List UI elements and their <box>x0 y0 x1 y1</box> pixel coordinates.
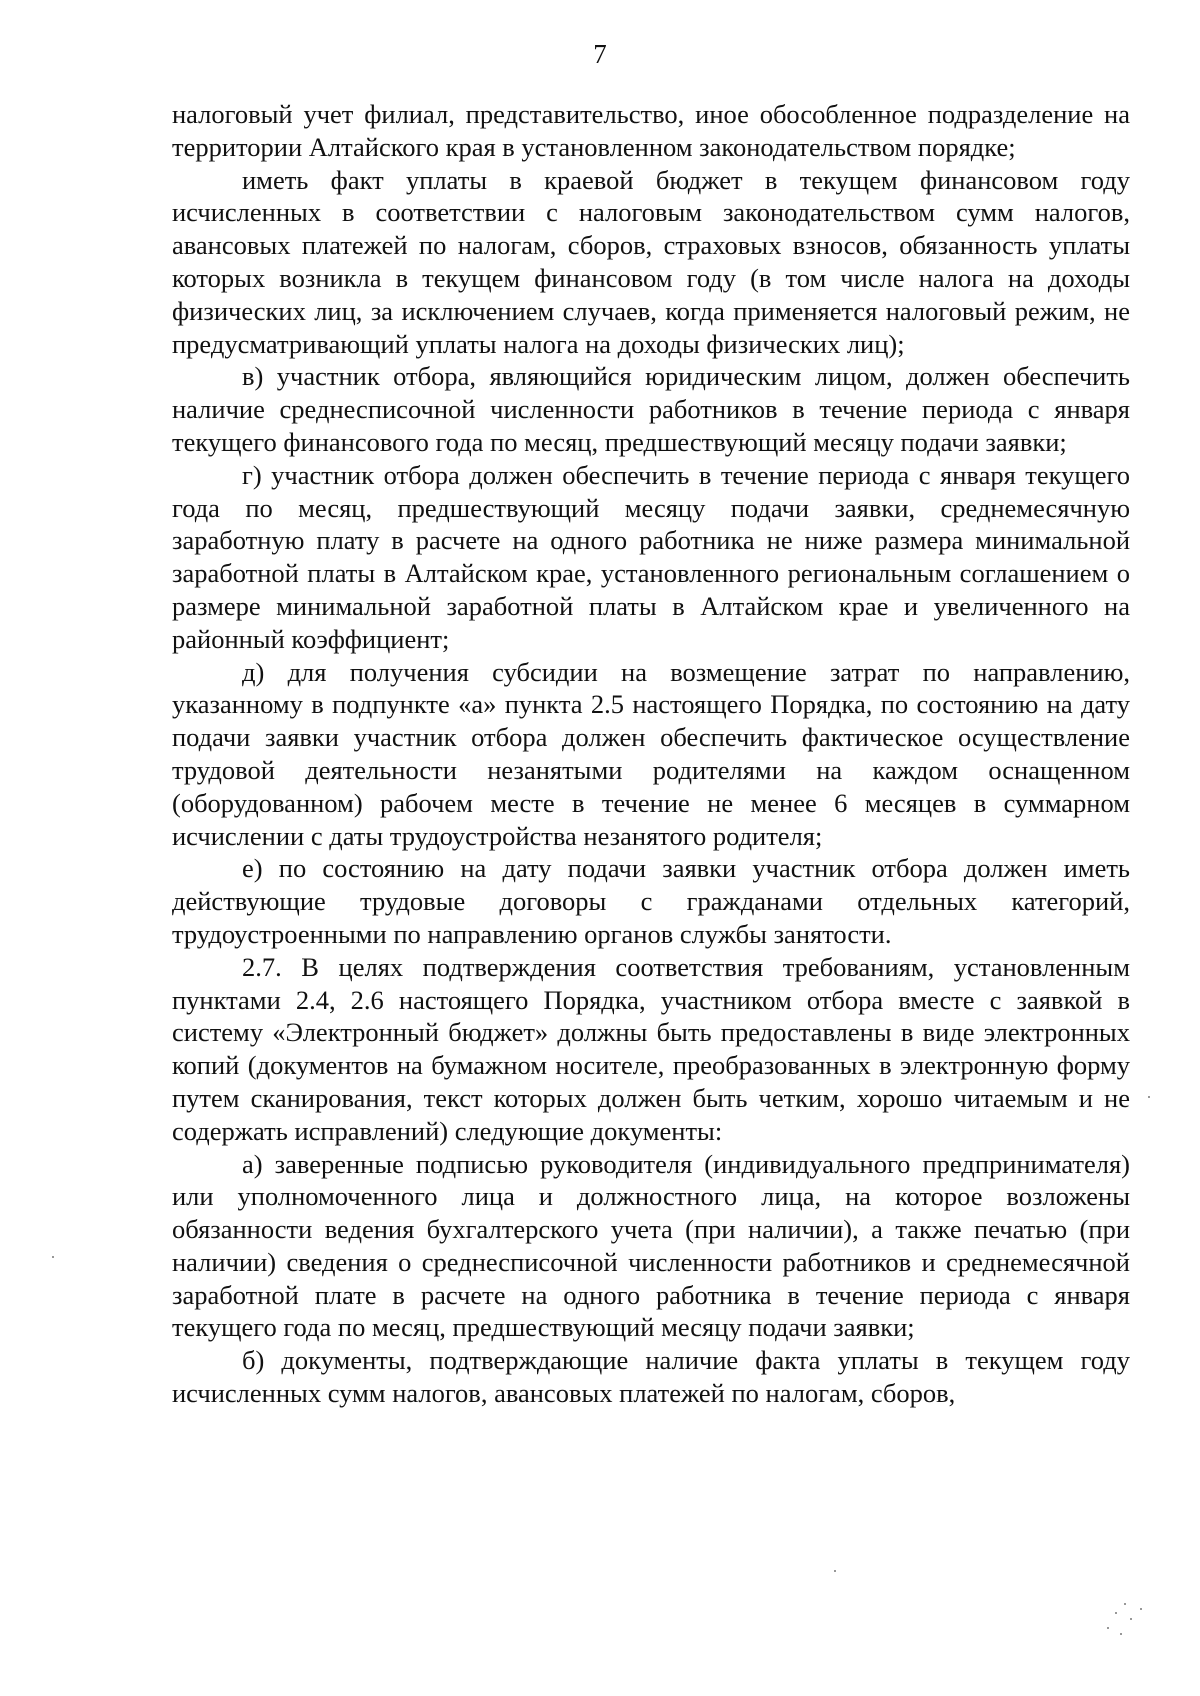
scan-speck <box>1120 1633 1122 1635</box>
scan-speck <box>1140 1608 1142 1610</box>
paragraph-item-b: б) документы, подтверждающие наличие факта уплаты в текущем году исчисленных сумм налогов, авансовых платежей по налогам, сборов, <box>172 1345 1130 1409</box>
paragraph-item-a: а) заверенные подписью руководителя (индивидуального предпринимателя) или уполномоченного лица и должностного лица, на которое возложены обязанности ведения бухгалтерского учета (при наличии), а также печатью (при наличии) сведения о среднесписочной численности работников и среднемесячной заработной плате в расчете на одного работника в течение периода с января текущего года по месяц, предшествующий месяцу подачи заявки; <box>172 1148 1130 1343</box>
paragraph-continuation: налоговый учет филиал, представительство, иное обособленное подразделение на территории Алтайского края в установленном законодательством порядке; <box>172 99 1130 162</box>
document-body <box>172 98 1130 1410</box>
paragraph-item-d: д) для получения субсидии на возмещение затрат по направлению, указанному в подпункте «а» пункта 2.5 настоящего Порядка, по состоянию на дату подачи заявки участник отбора должен обеспечить фактическое осуществление трудовой деятельности незанятыми родителями на каждом оснащенном (оборудованном) рабочем месте в течение не менее 6 месяцев в суммарном исчислении с даты трудоустройства незанятого родителя; <box>172 656 1130 851</box>
scan-speck <box>1130 1618 1132 1620</box>
scan-speck <box>52 1256 54 1258</box>
paragraph-tax-payment: иметь факт уплаты в краевой бюджет в текущем финансовом году исчисленных в соответствии с налоговым законодательством сумм налогов, авансовых платежей по налогам, сборов, страховых взносов, обязанность уплаты которых возникла в текущем финансовом году (в том числе налога на доходы физических лиц, за исключением случаев, когда применяется налоговый режим, не предусматривающий уплаты налога на доходы физических лиц); <box>172 164 1130 359</box>
scan-speck <box>1148 1096 1150 1098</box>
scan-speck <box>1107 1627 1109 1629</box>
page-number: 7 <box>593 39 607 69</box>
paragraph-item-g: г) участник отбора должен обеспечить в течение периода с января текущего года по месяц, предшествующий месяцу подачи заявки, среднемесячную заработную плату в расчете на одного работника не ниже размера минимальной заработной платы в Алтайском крае, установленного региональным соглашением о размере минимальной заработной платы в Алтайском крае и увеличенного на районный коэффициент; <box>172 459 1130 654</box>
paragraph-2-7: 2.7. В целях подтверждения соответствия требованиям, установленным пунктами 2.4, 2.6 настоящего Порядка, участником отбора вместе с заявкой в систему «Электронный бюджет» должны быть предоставлены в виде электронных копий (документов на бумажном носителе, преобразованных в электронную форму путем сканирования, текст которых должен быть четким, хорошо читаемым и не содержать исправлений) следующие документы: <box>172 951 1130 1146</box>
scan-speck <box>834 1570 836 1572</box>
paragraph-item-e: е) по состоянию на дату подачи заявки участник отбора должен иметь действующие трудовые договоры с гражданами отдельных категорий, трудоустроенными по направлению органов службы занятости. <box>172 853 1130 949</box>
paragraph-item-v: в) участник отбора, являющийся юридическим лицом, должен обеспечить наличие среднесписочной численности работников в течение периода с января текущего финансового года по месяц, предшествующий месяцу подачи заявки; <box>172 361 1130 457</box>
scan-speck <box>1124 1603 1126 1605</box>
scan-speck <box>1115 1612 1117 1614</box>
